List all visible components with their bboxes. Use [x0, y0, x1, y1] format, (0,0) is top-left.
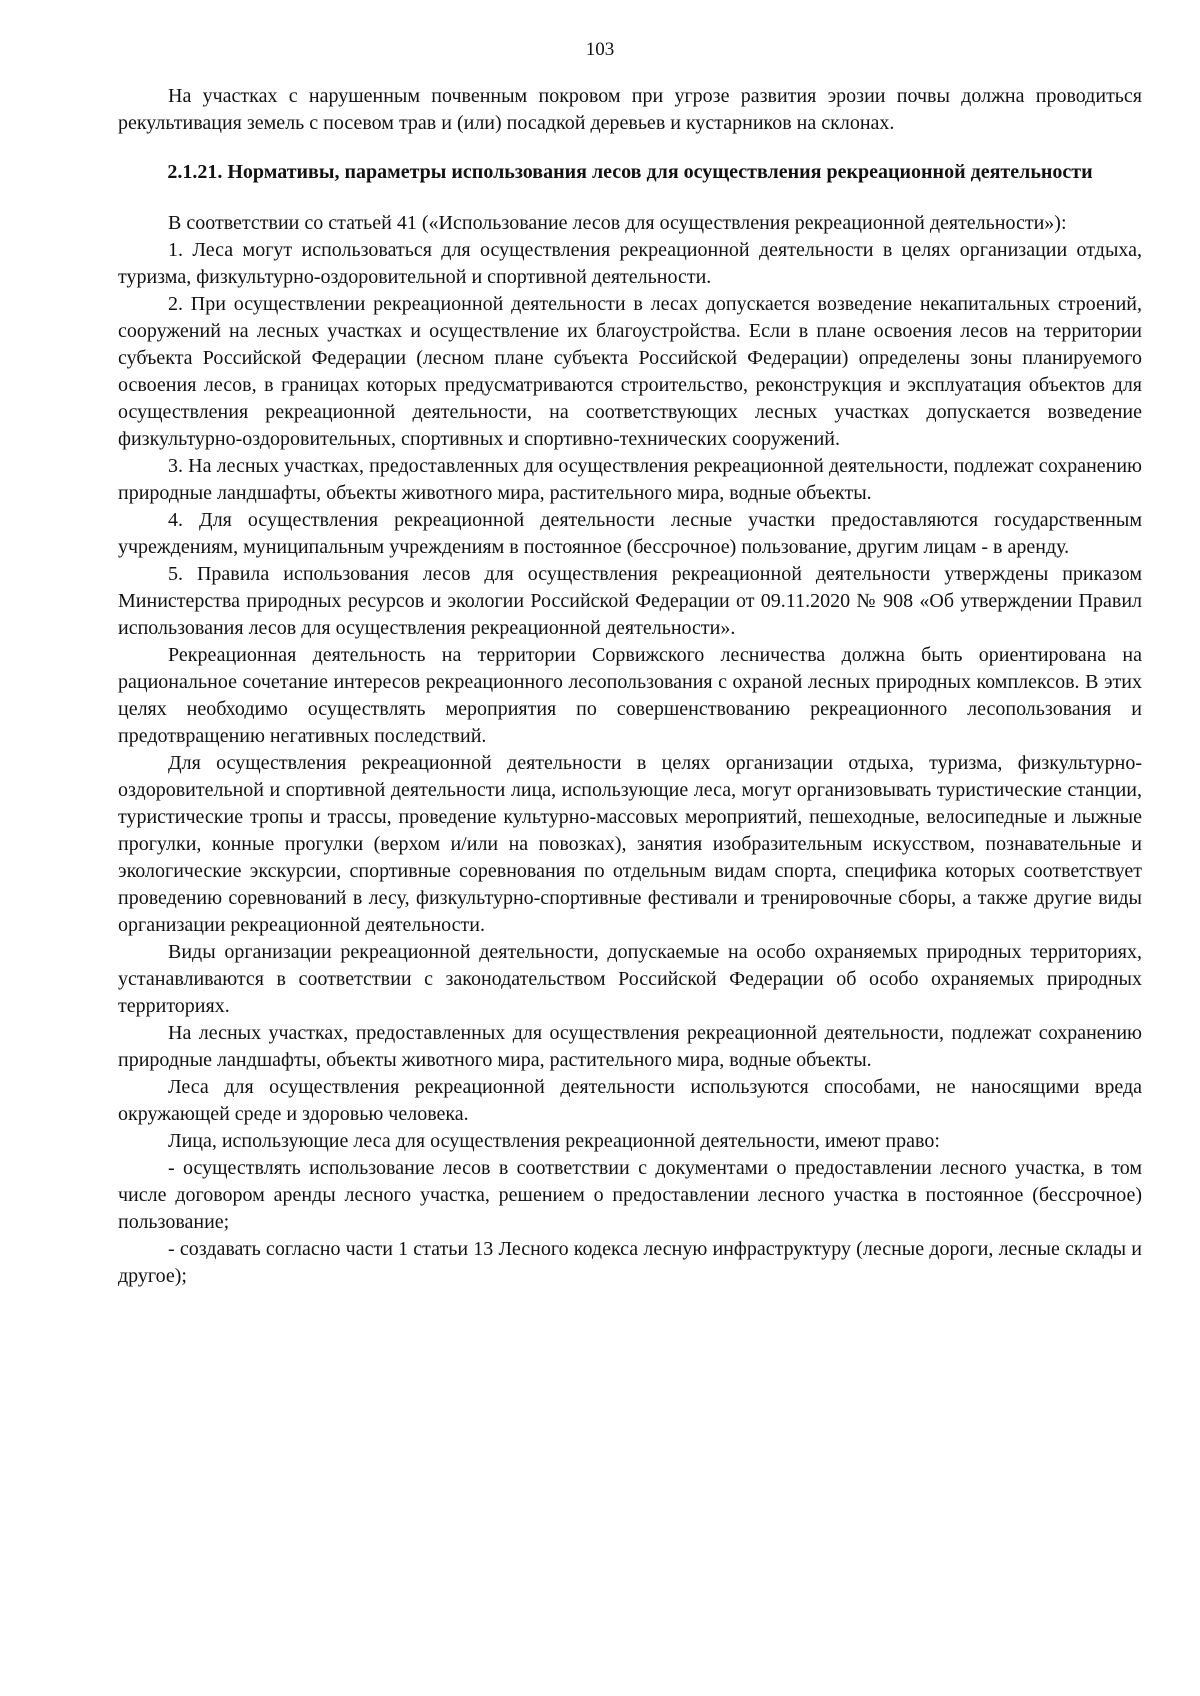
paragraph-recreation-sorvizh: Рекреационная деятельность на территории Сорвижского лесничества должна быть ориентирована на рациональное сочетание интересов рекреационного лесопользования с охраной лесных природных комплексов. В этих целях необходимо осуществлять мероприятия по совершенствованию рекреационного лесопользования и предотвращению негативных последствий. — [118, 644, 1142, 747]
paragraph-item-3: 3. На лесных участках, предоставленных для осуществления рекреационной деятельности, подлежат сохранению природные ландшафты, объекты животного мира, растительного мира, водные объекты. — [118, 455, 1142, 504]
paragraph-recreation-activities: Для осуществления рекреационной деятельности в целях организации отдыха, туризма, физкультурно-оздоровительной и спортивной деятельности лица, использующие леса, могут организовывать туристические станции, туристические тропы и трассы, проведение культурно-массовых мероприятий, пешеходные, велосипедные и лыжные прогулки, конные прогулки (верхом и/или на повозках), занятия изобразительным искусством, познавательные и экологические экскурсии, спортивные соревнования по отдельным видам спорта, специфика которых соответствует проведению соревнований в лесу, физкультурно-спортивные фестивали и тренировочные сборы, а также другие виды организации рекреационной деятельности. — [118, 752, 1142, 936]
paragraph-preservation: На лесных участках, предоставленных для осуществления рекреационной деятельности, подлежат сохранению природные ландшафты, объекты животного мира, растительного мира, водные объекты. — [118, 1022, 1142, 1071]
page-number: 103 — [585, 39, 615, 60]
paragraph-item-4: 4. Для осуществления рекреационной деятельности лесные участки предоставляются государственным учреждениям, муниципальным учреждениям в постоянное (бессрочное) пользование, другим лицам - в аренду. — [118, 509, 1142, 558]
list-item-right-infrastructure: - создавать согласно части 1 статьи 13 Лесного кодекса лесную инфраструктуру (лесные дороги, лесные склады и другое); — [118, 1238, 1142, 1287]
paragraph-item-5: 5. Правила использования лесов для осуществления рекреационной деятельности утверждены приказом Министерства природных ресурсов и экологии Российской Федерации от 09.11.2020 № 908 «Об утверждении Правил использования лесов для осуществления рекреационной деятельности». — [118, 563, 1142, 639]
paragraph-item-2: 2. При осуществлении рекреационной деятельности в лесах допускается возведение некапитальных строений, сооружений на лесных участках и осуществление их благоустройства. Если в плане освоения лесов на территории субъекта Российской Федерации (лесном плане субъекта Российской Федерации) определены зоны планируемого освоения лесов, в границах которых предусматриваются строительство, реконструкция и эксплуатация объектов для осуществления рекреационной деятельности, на соответствующих лесных участках допускается возведение физкультурно-оздоровительных, спортивных и спортивно-технических сооружений. — [118, 293, 1142, 450]
paragraph-methods: Леса для осуществления рекреационной деятельности используются способами, не наносящими вреда окружающей среде и здоровью человека. — [118, 1076, 1142, 1125]
paragraph-protected-territories: Виды организации рекреационной деятельности, допускаемые на особо охраняемых природных территориях, устанавливаются в соответствии с законодательством Российской Федерации об особо охраняемых природных территориях. — [118, 941, 1142, 1017]
document-body — [118, 83, 1142, 1290]
paragraph-article-41: В соответствии со статьей 41 («Использование лесов для осуществления рекреационной деятельности»): — [168, 212, 1067, 234]
intro-paragraph: На участках с нарушенным почвенным покровом при угрозе развития эрозии почвы должна проводиться рекультивация земель с посевом трав и (или) посадкой деревьев и кустарников на склонах. — [118, 85, 1142, 134]
paragraph-item-1: 1. Леса могут использоваться для осуществления рекреационной деятельности в целях организации отдыха, туризма, физкультурно-оздоровительной и спортивной деятельности. — [118, 239, 1142, 288]
list-item-right-use: - осуществлять использование лесов в соответствии с документами о предоставлении лесного участка, в том числе договором аренды лесного участка, решением о предоставлении лесного участка в постоянное (бессрочное) пользование; — [118, 1157, 1142, 1233]
section-heading: 2.1.21. Нормативы, параметры использования лесов для осуществления рекреационной деятельности — [167, 161, 1093, 183]
paragraph-rights-intro: Лица, использующие леса для осуществления рекреационной деятельности, имеют право: — [168, 1130, 940, 1152]
